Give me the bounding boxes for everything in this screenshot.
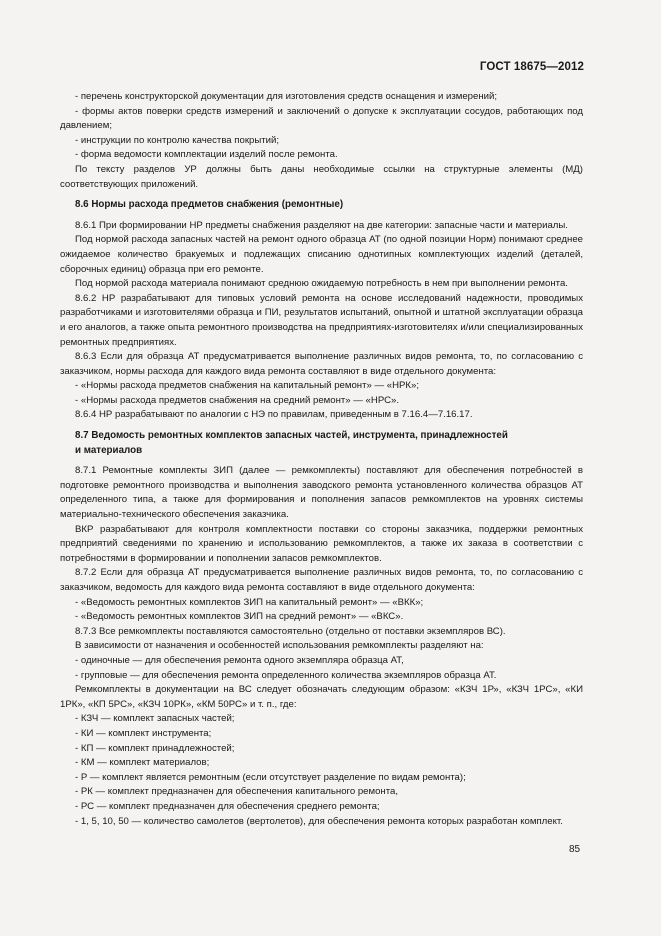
list-item: - «Нормы расхода предметов снабжения на средний ремонт» — «НРС». (75, 394, 400, 406)
page-content (60, 90, 583, 829)
list-item: - РС — комплект предназначен для обеспечения среднего ремонта; (75, 800, 380, 812)
list-item: - 1, 5, 10, 50 — количество самолетов (вертолетов), для обеспечения ремонта которых разработан комплект. (75, 815, 563, 827)
paragraph: В зависимости от назначения и особенностей использования ремкомплекты разделяют на: (75, 640, 484, 652)
paragraph: 8.6.3 Если для образца АТ предусматривается выполнение различных видов ремонта, то, по согласованию с заказчиком, нормы расхода для каждого вида ремонта составляют в виде отдельного документа: (60, 351, 583, 377)
document-header: ГОСТ 18675—2012 (479, 61, 584, 73)
paragraph: Ремкомплекты в документации на ВС следует обозначать следующим образом: «КЗЧ 1Р», «КЗЧ 1РС», «КИ 1РК», «КП 5РС», «КЗЧ 10РК», «КМ 50РС» и т. п., где: (60, 684, 583, 710)
list-item: - инструкции по контролю качества покрытий; (75, 134, 280, 146)
list-item: - перечень конструкторской документации для изготовления средств оснащения и измерений; (75, 91, 498, 102)
list-item: - КМ — комплект материалов; (75, 757, 210, 769)
paragraph: 8.7.3 Все ремкомплекты поставляются самостоятельно (отдельно от поставки экземпляров ВС). (75, 625, 506, 637)
paragraph: По тексту разделов УР должны быть даны необходимые ссылки на структурные элементы (МД) соответствующих приложений. (60, 163, 583, 190)
list-item: - РК — комплект предназначен для обеспечения капитального ремонта, (75, 786, 399, 798)
list-item: - «Ведомость ремонтных комплектов ЗИП на средний ремонт» — «ВКС». (75, 611, 404, 623)
section-heading-8-6: 8.6 Нормы расхода предметов снабжения (ремонтные) (75, 199, 344, 211)
paragraph: 8.6.4 НР разрабатывают по аналогии с НЭ по правилам, приведенным в 7.16.4—7.16.17. (75, 409, 473, 421)
paragraph: 8.7.1 Ремонтные комплекты ЗИП (далее — ремкомплекты) поставляют для обеспечения потребностей в подготовке ремонтного производства и выполнения заводского ремонта установленного количества образцов АТ определенного типа, а также для формирования и пополнения запасов ремкомплектов на уровнях системы материально-технического обеспечения заказчика. (60, 465, 583, 521)
page-number: 85 (569, 844, 581, 855)
list-item: - формы актов поверки средств измерений и заключений о допуске к эксплуатации сосудов, работающих под давлением; (60, 105, 583, 132)
section-heading-8-7 (60, 429, 583, 458)
list-item: - КП — комплект принадлежностей; (75, 742, 235, 754)
section-heading-line: и материалов (75, 444, 143, 456)
list-item: - КЗЧ — комплект запасных частей; (75, 713, 235, 725)
list-item: - групповые — для обеспечения ремонта определенного количества экземпляров образца АТ. (75, 669, 497, 681)
list-item: - форма ведомости комплектации изделий после ремонта. (75, 149, 338, 161)
paragraph: ВКР разрабатывают для контроля комплектности поставки со стороны заказчика, поддержки ремонтных предприятий сведениями по хранению и использованию ремкомплектов, а также их заказа в соответствии с потребностями в формировании и пополнении запасов ремкомплектов. (60, 523, 583, 564)
list-item: - Р — комплект является ремонтным (если отсутствует разделение по видам ремонта); (75, 771, 466, 783)
list-item: - КИ — комплект инструмента; (75, 727, 212, 739)
paragraph: 8.7.2 Если для образца АТ предусматривается выполнение различных видов ремонта, то, по согласованию с заказчиком, ведомость для каждого вида ремонта составляют в виде отдельного документа: (60, 567, 583, 593)
paragraph: Под нормой расхода запасных частей на ремонт одного образца АТ (по одной позиции Норм) понимают среднее ожидаемое количество бракуемых и подлежащих списанию однотипных комплектующих изделий (деталей, сборочных единиц) образца при его ремонте. (60, 234, 583, 275)
paragraph: 8.6.2 НР разрабатывают для типовых условий ремонта на основе исследований надежности, проводимых разработчиками и изготовителями образца и ПИ, результатов испытаний, опытной и штатной эксплуатации образца и его аналогов, а также опыта ремонтного производства на предприятиях-изготовителях и/или специализированных ремонтных предприятиях. (60, 292, 583, 348)
list-item: - «Нормы расхода предметов снабжения на капитальный ремонт» — «НРК»; (75, 380, 420, 392)
list-item: - одиночные — для обеспечения ремонта одного экземпляра образца АТ, (75, 654, 404, 666)
section-heading-line: 8.7 Ведомость ремонтных комплектов запасных частей, инструмента, принадлежностей (75, 430, 508, 442)
paragraph: 8.6.1 При формировании НР предметы снабжения разделяют на две категории: запасные части и материалы. (75, 219, 568, 231)
paragraph: Под нормой расхода материала понимают среднюю ожидаемую потребность в нем при выполнении ремонта. (75, 278, 568, 290)
list-item: - «Ведомость ремонтных комплектов ЗИП на капитальный ремонт» — «ВКК»; (75, 596, 424, 608)
